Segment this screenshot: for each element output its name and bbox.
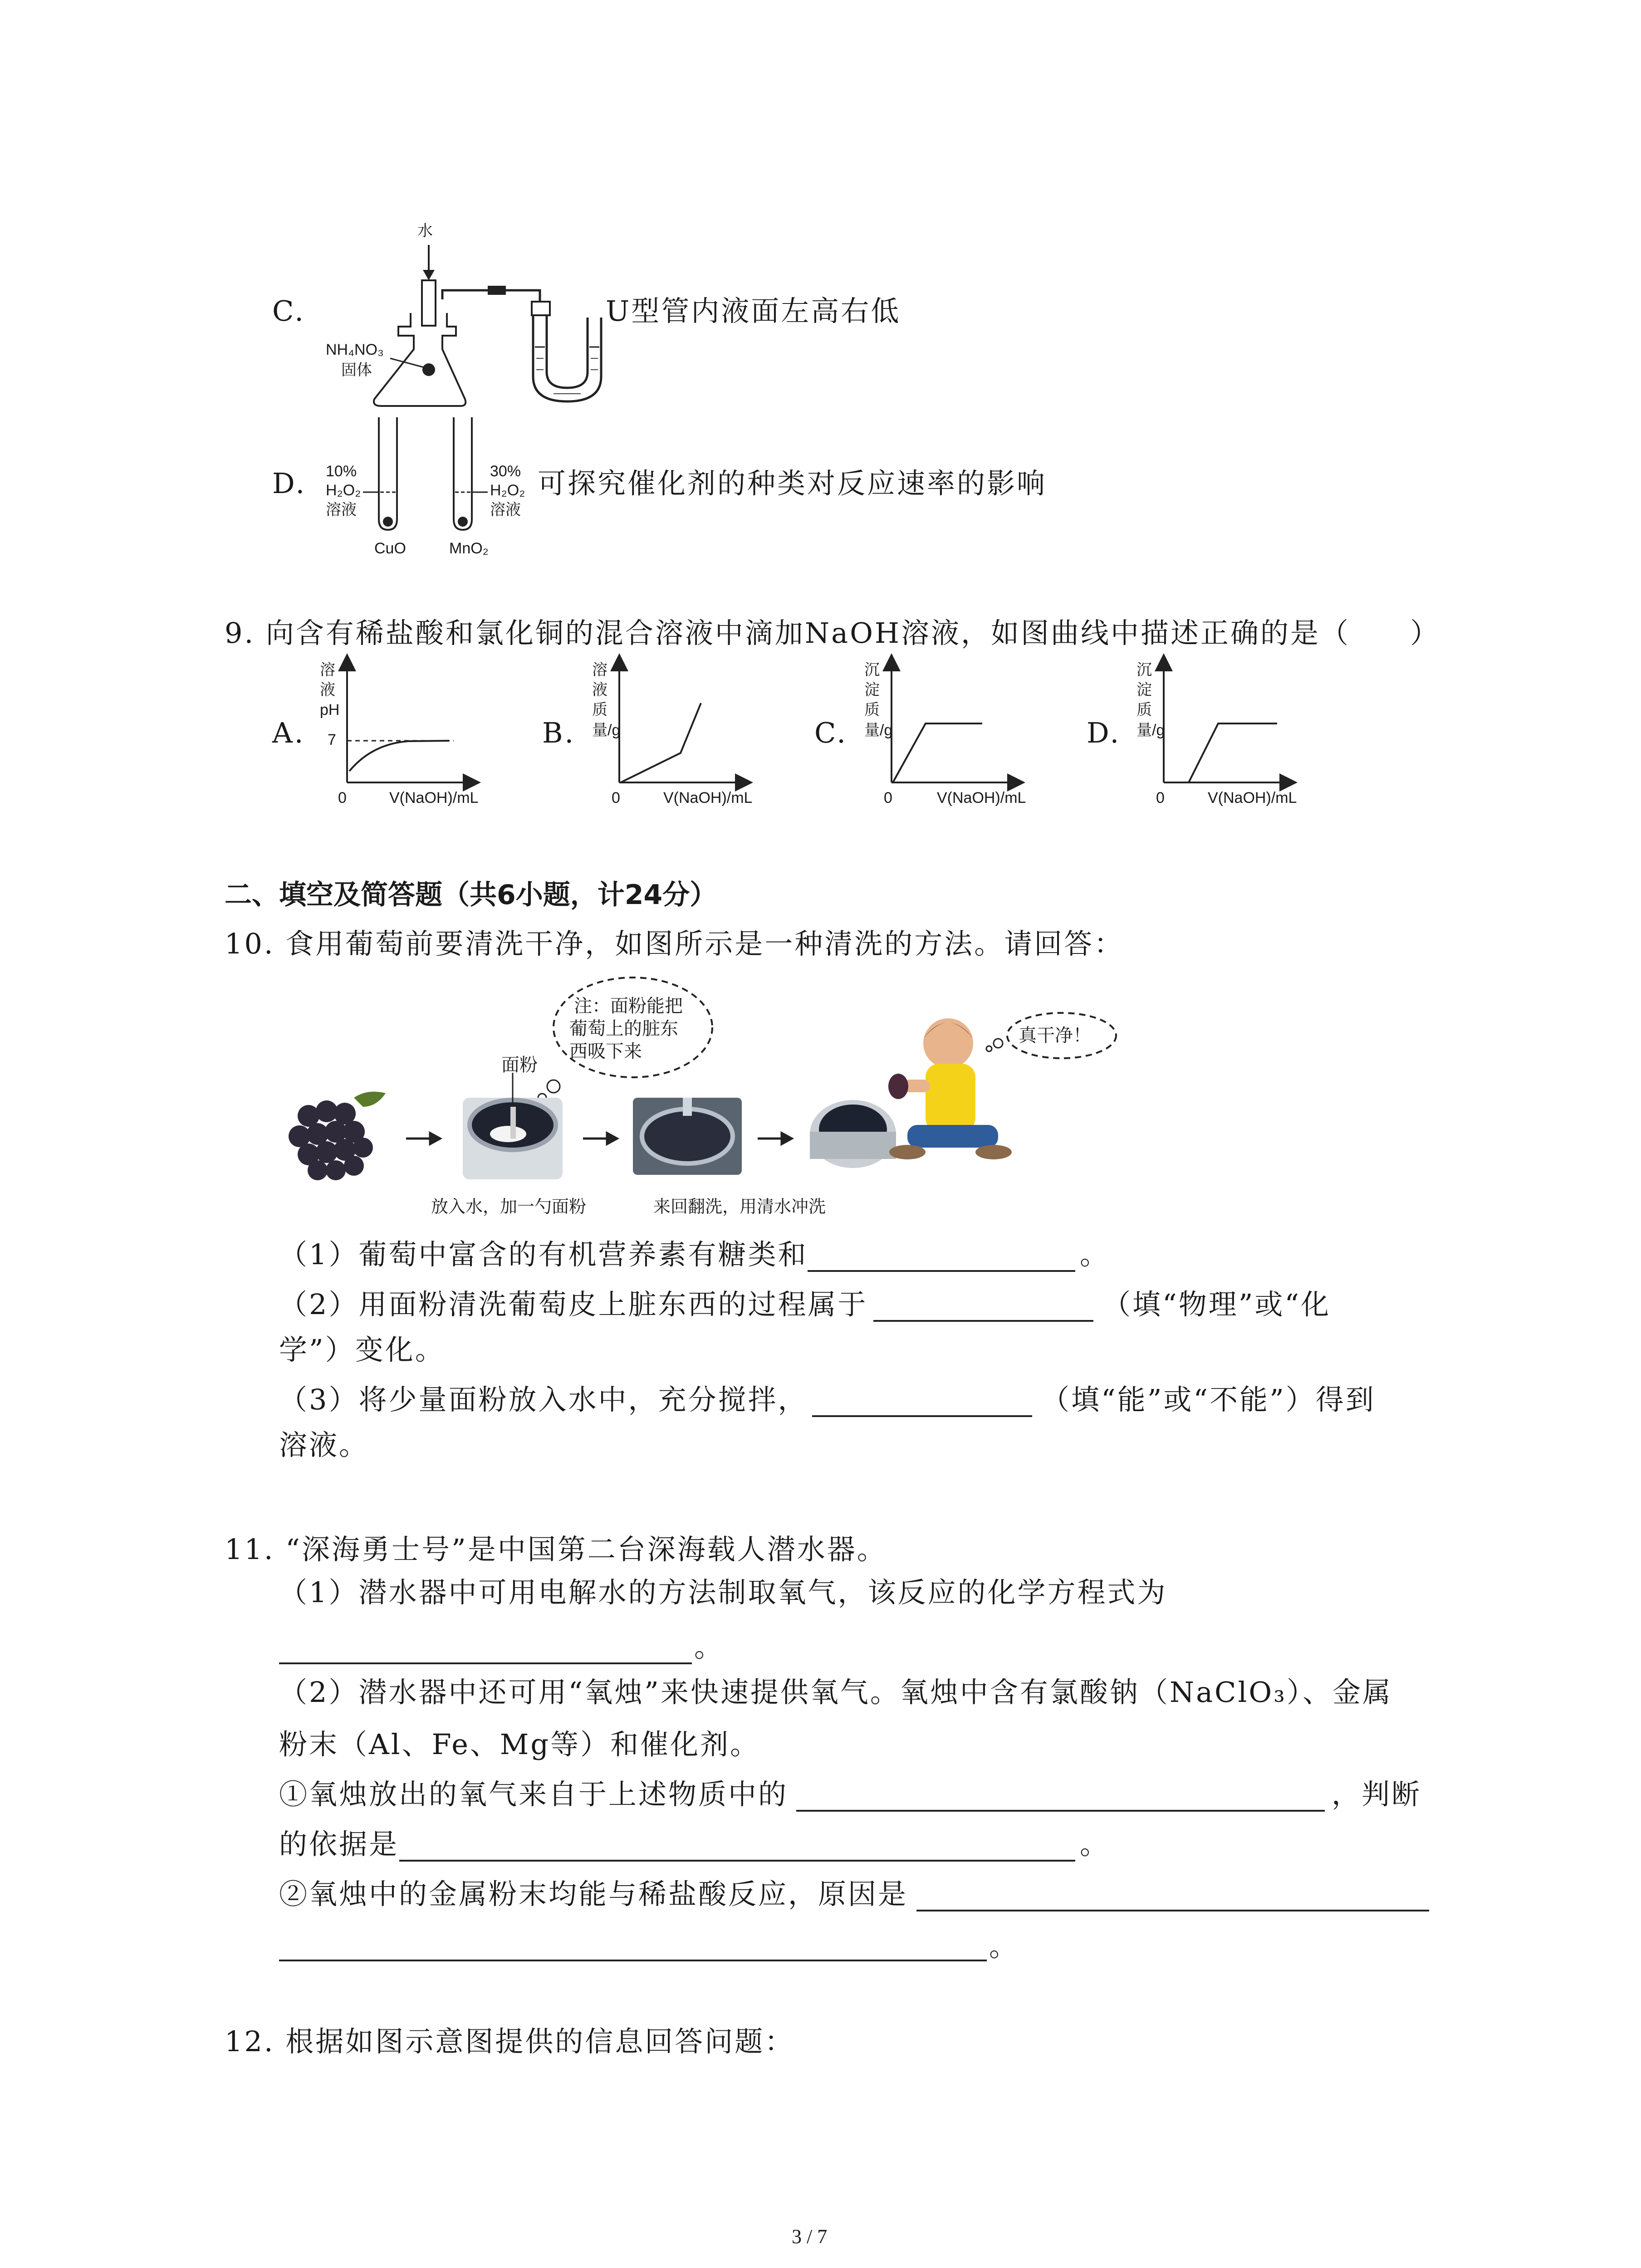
q11-s1: ①氧烛放出的氧气来自于上述物质中的 <box>279 1778 789 1811</box>
note-bubble-line3: 西吸下来 <box>569 1041 642 1061</box>
q8-option-d-label: D. <box>272 467 307 500</box>
flour-label: 面粉 <box>501 1055 538 1075</box>
cuo-label: CuO <box>374 540 406 557</box>
q9-b-origin: 0 <box>612 789 620 807</box>
q10-p1-end: 。 <box>1080 1238 1110 1271</box>
q8-option-c-label: C. <box>272 294 305 327</box>
q12-stem: 12. 根据如图示意图提供的信息回答问题： <box>225 2025 795 2058</box>
q9-b-xlabel: V(NaOH)/mL <box>663 789 753 807</box>
q11-s1-end: ，判断 <box>1332 1778 1422 1811</box>
q9-a-origin: 0 <box>338 789 347 807</box>
kid-bubble-text: 真干净！ <box>1019 1026 1091 1046</box>
q11-blank-4[interactable] <box>916 1910 1429 1911</box>
q11-p1-end: 。 <box>694 1630 725 1663</box>
q11-blank-3[interactable] <box>399 1860 1075 1862</box>
colander-rinse-image <box>633 1098 742 1175</box>
h2o2-10-sol: 溶液 <box>326 501 357 518</box>
caption-step1: 放入水，加一勺面粉 <box>431 1198 587 1217</box>
section-2-title: 二、填空及简答题（共6小题，计24分） <box>225 879 717 911</box>
h2o2-30-chem: H₂O₂ <box>490 482 525 499</box>
happy-kid-image <box>888 1018 1012 1159</box>
h2o2-30-sol: 溶液 <box>490 501 521 518</box>
q10-p2-line2: 学”）变化。 <box>279 1333 445 1366</box>
q11-blank-1[interactable] <box>279 1662 692 1664</box>
q11-blank-5[interactable] <box>279 1960 987 1961</box>
q10-stem: 10. 食用葡萄前要清洗干净，如图所示是一种清洗的方法。请回答： <box>225 927 1124 960</box>
q10-p1: （1）葡萄中富含的有机营养素有糖类和 <box>279 1238 808 1271</box>
q9-option-c-label: C. <box>814 716 847 749</box>
q11-s2: ②氧烛中的金属粉末均能与稀盐酸反应，原因是 <box>279 1877 908 1911</box>
h2o2-30-conc: 30% <box>490 463 521 480</box>
page-number: 3 / 7 <box>792 2225 828 2248</box>
mno2-label: MnO₂ <box>449 540 489 557</box>
q11-p2: （2）潜水器中还可用“氧烛”来快速提供氧气。氧烛中含有氯酸钠（NaClO₃）、金属 <box>279 1676 1393 1709</box>
q10-p2: （2）用面粉清洗葡萄皮上脏东西的过程属于 <box>279 1288 868 1321</box>
q9-d-origin: 0 <box>1156 789 1165 807</box>
q11-s2-end: 。 <box>989 1930 1019 1963</box>
caption-step2: 来回翻洗，用清水冲洗 <box>653 1198 826 1217</box>
q10-p2-end: （填“物理”或“化 <box>1102 1288 1331 1321</box>
nh4no3-label: NH₄NO₃ <box>326 341 384 358</box>
q9-c-ylabel: 沉淀质量/g <box>864 661 893 739</box>
q9-a-ylabel: 溶液pH <box>320 661 340 719</box>
note-bubble-line1: 注：面粉能把 <box>574 996 683 1016</box>
q10-p3-line2: 溶液。 <box>279 1428 369 1461</box>
q11-p1: （1）潜水器中可用电解水的方法制取氧气，该反应的化学方程式为 <box>279 1576 1167 1609</box>
q10-blank-1[interactable] <box>808 1270 1075 1272</box>
q9-b-ylabel: 溶液质量/g <box>592 661 621 739</box>
q10-blank-2[interactable] <box>873 1320 1093 1322</box>
q11-stem: 11. “深海勇士号”是中国第二台深海载人潜水器。 <box>225 1533 887 1566</box>
q11-p2-line2: 粉末（Al、Fe、Mg等）和催化剂。 <box>279 1728 760 1761</box>
q10-blank-3[interactable] <box>812 1415 1032 1417</box>
q9-a-xlabel: V(NaOH)/mL <box>389 789 479 807</box>
q8-option-d-text: 可探究催化剂的种类对反应速率的影响 <box>538 467 1047 500</box>
note-bubble-line2: 葡萄上的脏东 <box>569 1019 678 1039</box>
h2o2-10-conc: 10% <box>326 463 357 480</box>
q9-c-xlabel: V(NaOH)/mL <box>937 789 1026 807</box>
q9-option-d-label: D. <box>1087 716 1121 749</box>
clean-grapes-bowl-image <box>810 1100 896 1168</box>
q9-d-ylabel: 沉淀质量/g <box>1136 661 1165 739</box>
water-label: 水 <box>417 222 433 240</box>
q11-s1-line2: 的依据是 <box>279 1828 399 1861</box>
q8-option-c-text: U型管内液面左高右低 <box>606 294 901 327</box>
h2o2-10-chem: H₂O₂ <box>326 482 361 499</box>
q9-option-a-label: A. <box>272 716 305 749</box>
q10-p3: （3）将少量面粉放入水中，充分搅拌， <box>279 1383 808 1416</box>
solid-label: 固体 <box>341 362 372 379</box>
q9-option-b-label: B. <box>542 716 576 749</box>
q9-d-xlabel: V(NaOH)/mL <box>1208 789 1297 807</box>
grapes-image <box>289 1092 386 1180</box>
q10-p3-end: （填“能”或“不能”）得到 <box>1041 1383 1376 1416</box>
q9-a-tick-7: 7 <box>328 731 336 748</box>
q11-s1-line2-end: 。 <box>1080 1828 1110 1861</box>
q11-blank-2[interactable] <box>796 1810 1325 1812</box>
q9-stem: 9. 向含有稀盐酸和氯化铜的混合溶液中滴加NaOH溶液，如图曲线中描述正确的是（ ） <box>225 616 1440 650</box>
q9-c-origin: 0 <box>884 789 892 807</box>
